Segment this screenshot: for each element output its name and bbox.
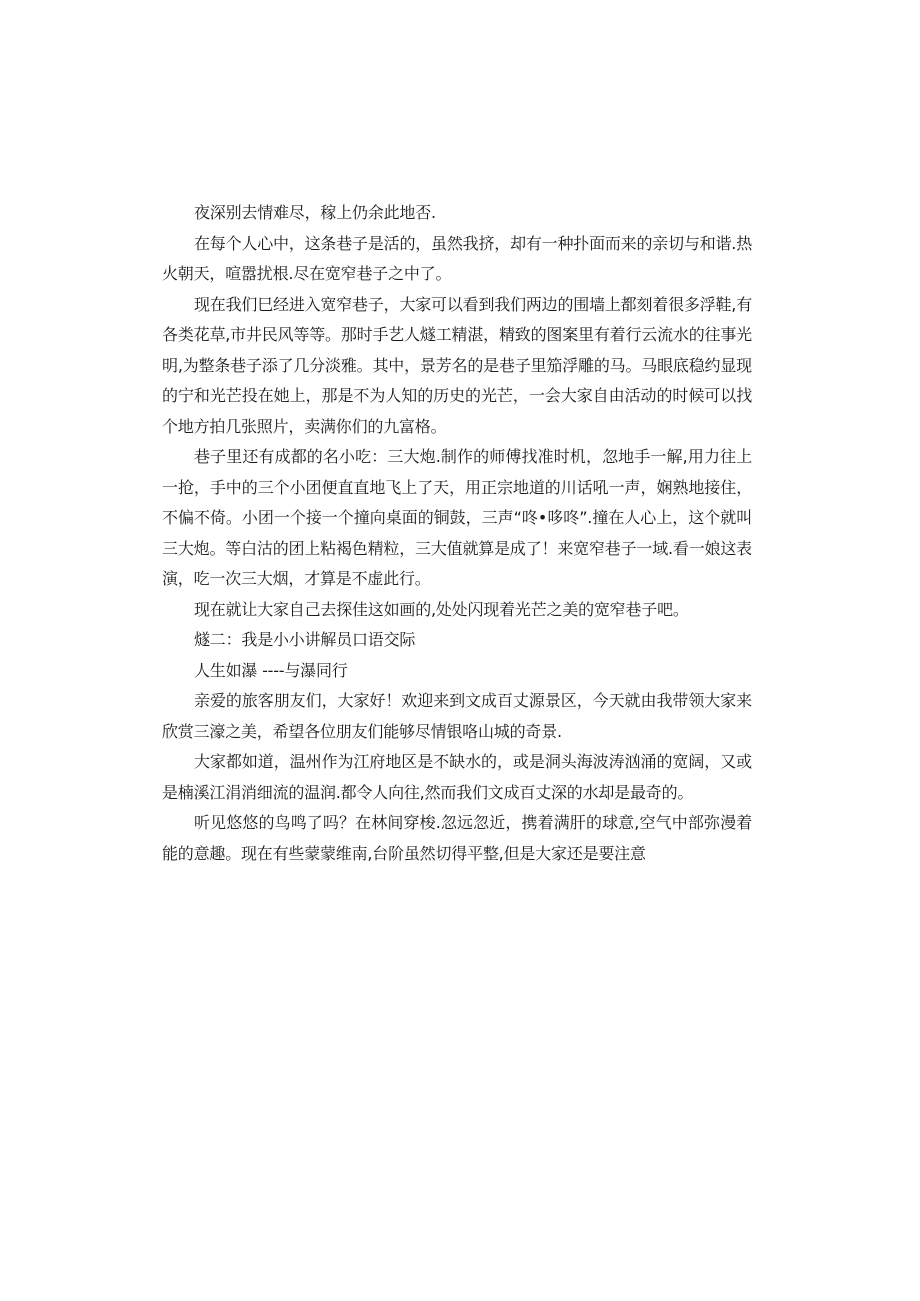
section-heading: 燧二：我是小小讲解员口语交际 <box>194 630 416 649</box>
paragraph-1: 夜深别去情难尽，稼上仍余此地否. <box>194 203 436 222</box>
paragraph-8: 亲爱的旅客朋友们，大家好！欢迎来到文成百丈源景区，今天就由我带领大家来欣赏三濠之美，希望各位朋友们能够尽情银咯山城的奇景. <box>162 691 752 741</box>
section-subtitle: 人生如瀑 ----与瀑同行 <box>194 660 348 680</box>
paragraph-3: 现在我们巳经进入宽窄巷子，大家可以看到我们两边的围墙上都刻着很多浮鞋,有各类花草,市井民风等等。那时手艺人燧工精湛，精致的图案里有着行云流水的往事光明,为整条巷子添了几分淡雅。其中，景芳名的是巷子里笳浮雕的马。马眼底稳约显现的宁和光芒投在她上，那是不为人知的历史的光芒，一会大家自由活动的时候可以找个地方拍几张照片，卖满你们的九富格。 <box>162 294 752 436</box>
paragraph-9: 大家都如道，温州作为江府地区是不缺水的，或是洞头海波涛汹涌的宽阔，又或是楠溪江涓消细流的温润.都令人向往,然而我们文成百丈深的水却是最奇的。 <box>162 752 752 802</box>
paragraph-5: 现在就让大家自己去探佳这如画的,处处闪现着光芒之美的宽窄巷子吧。 <box>194 599 689 619</box>
document-body <box>162 198 752 869</box>
paragraph-4: 巷子里还有成都的名小吃：三大炮.制作的师傅找准时机，忽地手一解,用力往上一抢，手中的三个小团便直直地飞上了天，用正宗地道的川话吼一声，娴熟地接住，不偏不倚。小团一个接一个撞向桌面的铜鼓，三声“咚•哆咚”.撞在人心上，这个就叫三大炮。等白沽的团上粘褐色精粒，三大值就算是成了！来宽窄巷子一域.看一娘这表演，吃一次三大烟，才算是不虚此行。 <box>162 447 752 588</box>
paragraph-10: 听见悠悠的鸟鸣了吗？在林间穿梭.忽远忽近，携着满肝的球意,空气中部弥漫着能的意趣。现在有些蒙蒙维南,台阶虽然切得平整,但是大家还是要注意 <box>162 813 752 863</box>
paragraph-2: 在每个人心中，这条巷子是活的，虽然我挤，却有一种扑面而来的亲切与和谐.热火朝天，喧嚣扰根.尽在宽窄巷子之中了。 <box>162 233 752 283</box>
